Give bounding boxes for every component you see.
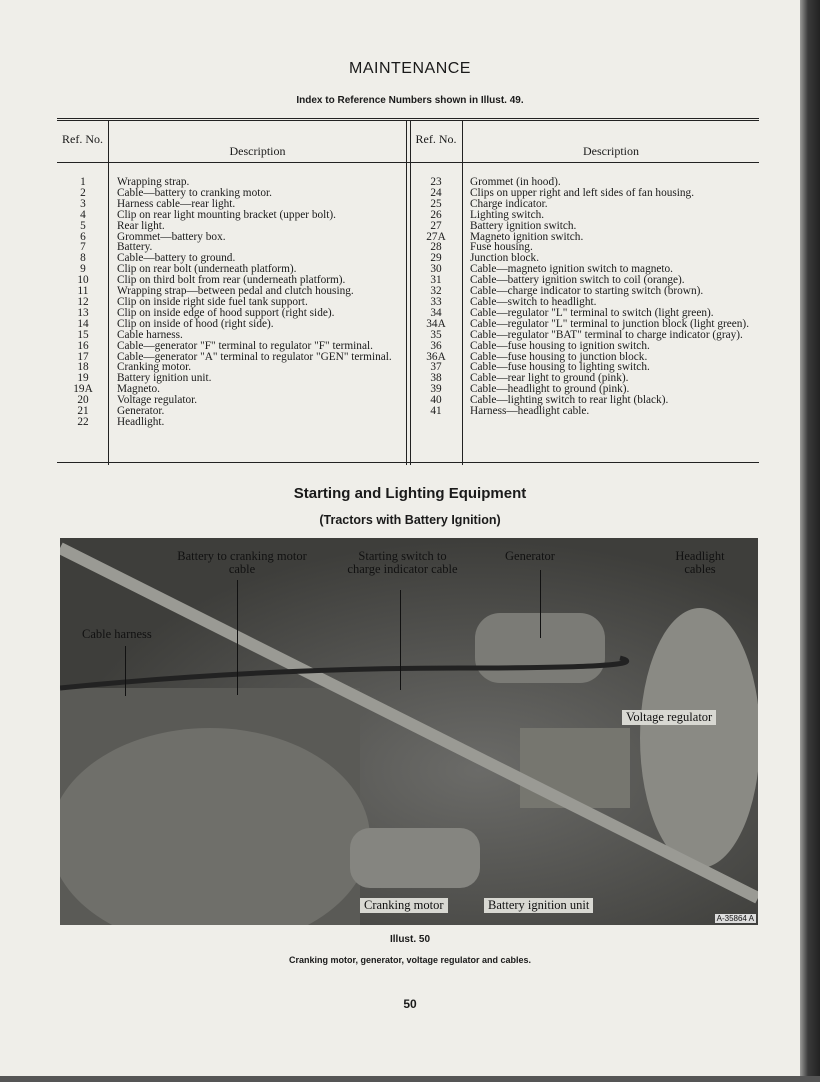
ref-header-right: Ref. No. [415, 132, 457, 146]
label-starting-switch-cable: Starting switch to charge indicator cable [347, 549, 458, 576]
ref-description: Rear light. [117, 219, 165, 232]
ref-description: Cable—battery to cranking motor. [117, 186, 272, 199]
ref-number: 6 [80, 230, 86, 243]
table-row [410, 221, 759, 232]
ref-number: 19A [73, 383, 93, 396]
ref-description: Generator. [117, 405, 165, 418]
ref-description: Headlight. [117, 415, 165, 428]
ref-number: 39 [430, 383, 442, 396]
ref-description: Voltage regulator. [117, 394, 198, 407]
ref-number: 3 [80, 197, 86, 210]
ref-number: 27A [426, 230, 446, 243]
ref-number: 38 [430, 372, 442, 385]
ref-description: Wrapping strap. [117, 176, 190, 188]
table-row [57, 395, 404, 406]
ref-number: 34A [426, 317, 446, 330]
ref-description: Clip on inside edge of hood support (right side). [117, 306, 335, 319]
tractor-photo [60, 538, 758, 925]
ref-description: Clip on rear light mounting bracket (upper bolt). [117, 208, 336, 221]
ref-number: 32 [430, 285, 442, 298]
ref-number: 11 [77, 285, 89, 298]
ref-description: Charge indicator. [470, 197, 548, 210]
ref-number: 23 [430, 176, 442, 188]
desc-header-right: Description [583, 144, 639, 158]
label-headlight-cables: Headlight cables [675, 549, 725, 576]
ref-number: 13 [77, 306, 89, 319]
ref-description: Cable harness. [117, 328, 183, 341]
ref-description: Cable—regulator "BAT" terminal to charge indicator (gray). [470, 328, 743, 341]
table-row [57, 210, 404, 221]
ref-number: 4 [80, 208, 86, 221]
table-row [410, 330, 759, 341]
ref-number: 2 [80, 186, 86, 199]
ref-number: 15 [77, 328, 89, 341]
ref-number: 12 [77, 295, 89, 308]
ref-description: Cable—regulator "L" terminal to junction block (light green). [470, 317, 750, 330]
page-subtitle: Index to Reference Numbers shown in Illust. 49. [296, 95, 524, 106]
section-subtitle: (Tractors with Battery Ignition) [319, 513, 501, 527]
ref-description: Clips on upper right and left sides of fan housing. [470, 186, 695, 199]
ref-description: Cable—regulator "L" terminal to switch (light green). [470, 306, 714, 319]
table-row [57, 232, 404, 243]
ref-number: 5 [80, 219, 86, 232]
ref-number: 25 [430, 197, 442, 210]
table-row [57, 319, 404, 330]
label-cable-harness: Cable harness [82, 627, 152, 641]
table-row [57, 384, 404, 395]
ref-number: 41 [430, 405, 442, 418]
label-battery-ignition-unit: Battery ignition unit [484, 898, 593, 913]
ref-description: Magneto ignition switch. [470, 230, 584, 243]
page-number: 50 [403, 997, 417, 1011]
label-voltage-regulator: Voltage regulator [622, 710, 716, 725]
table-row [410, 199, 759, 210]
caption-title: Illust. 50 [389, 934, 430, 945]
ref-number: 29 [430, 252, 442, 265]
ref-description: Grommet—battery box. [117, 230, 226, 243]
ref-description: Cable—battery ignition switch to coil (orange). [470, 274, 685, 287]
table-row [410, 406, 759, 417]
ref-number: 21 [77, 405, 89, 418]
ref-description: Cable—headlight to ground (pink). [470, 383, 630, 396]
ref-description: Battery ignition unit. [117, 372, 212, 385]
caption: Cranking motor, generator, voltage regulator and cables. [288, 955, 532, 965]
ref-description: Magneto. [117, 383, 160, 396]
ref-number: 30 [430, 263, 442, 276]
ref-number: 18 [77, 361, 89, 374]
ref-number: 26 [430, 208, 442, 221]
table-row [410, 341, 759, 352]
ref-description: Cable—magneto ignition switch to magneto. [470, 263, 673, 276]
table-row [410, 242, 759, 253]
ref-description: Harness cable—rear light. [117, 197, 236, 210]
table-row [57, 362, 404, 373]
ref-number: 36 [430, 339, 442, 352]
ref-description: Cable—lighting switch to rear light (black). [470, 394, 669, 407]
ref-number: 8 [80, 252, 86, 265]
ref-description: Wrapping strap—between pedal and clutch housing. [117, 285, 354, 298]
ref-description: Cable—battery to ground. [117, 252, 236, 265]
ref-description: Cable—switch to headlight. [470, 295, 597, 308]
table-row [57, 330, 404, 341]
illustration-code: A-35864 A [716, 914, 754, 923]
ref-number: 19 [77, 372, 89, 385]
table-row [410, 188, 759, 199]
ref-description: Cable—fuse housing to lighting switch. [470, 361, 650, 374]
ref-description: Clip on rear bolt (underneath platform). [117, 263, 297, 276]
ref-description: Cranking motor. [117, 361, 192, 374]
ref-description: Cable—generator "F" terminal to regulator "F" terminal. [117, 339, 373, 352]
tractor-illustration [60, 538, 758, 925]
table-row [57, 341, 404, 352]
ref-number: 7 [80, 241, 86, 254]
ref-number: 1 [80, 176, 86, 188]
ref-description: Grommet (in hood). [470, 176, 561, 188]
label-battery-cable: Battery to cranking motor cable [177, 549, 307, 576]
section-title: Starting and Lighting Equipment [293, 485, 527, 502]
ref-number: 9 [80, 263, 86, 276]
ref-description: Clip on inside of hood (right side). [117, 317, 274, 330]
ref-number: 36A [426, 350, 446, 363]
desc-header-left: Description [229, 144, 286, 158]
label-cranking-motor: Cranking motor [360, 898, 448, 913]
ref-description: Junction block. [470, 252, 540, 265]
ref-description: Cable—fuse housing to junction block. [470, 350, 648, 363]
ref-description: Fuse housing. [470, 241, 533, 254]
ref-description: Cable—generator "A" terminal to regulator "GEN" terminal. [117, 350, 392, 363]
ref-description: Cable—fuse housing to ignition switch. [470, 339, 650, 352]
table-row [57, 352, 404, 363]
table-row [57, 406, 404, 417]
left-column [57, 177, 404, 428]
table-row [57, 221, 404, 232]
label-generator: Generator [505, 549, 555, 563]
table-row [57, 373, 404, 384]
ref-number: 24 [430, 186, 442, 199]
ref-description: Harness—headlight cable. [470, 405, 590, 418]
ref-number: 31 [430, 274, 442, 287]
ref-number: 16 [77, 339, 89, 352]
ref-number: 33 [430, 295, 442, 308]
ref-header-left: Ref. No. [62, 132, 103, 146]
ref-number: 35 [430, 328, 442, 341]
page-title: MAINTENANCE [349, 60, 471, 77]
table-row [57, 417, 404, 428]
table-row [410, 210, 759, 221]
ref-description: Clip on third bolt from rear (underneath platform). [117, 274, 346, 287]
ref-description: Clip on inside right side fuel tank support. [117, 295, 308, 308]
ref-number: 28 [430, 241, 442, 254]
ref-description: Cable—rear light to ground (pink). [470, 372, 629, 385]
ref-number: 14 [77, 317, 89, 330]
reference-table [57, 118, 759, 465]
page-edge-shadow [800, 0, 820, 1082]
ref-number: 27 [430, 219, 442, 232]
ref-number: 37 [430, 361, 442, 374]
ref-number: 10 [77, 274, 89, 287]
ref-number: 22 [77, 415, 89, 428]
ref-number: 20 [77, 394, 89, 407]
ref-description: Cable—charge indicator to starting switch (brown). [470, 285, 704, 298]
page-bottom-edge [0, 1076, 820, 1082]
table-row [410, 232, 759, 243]
ref-description: Lighting switch. [470, 208, 545, 221]
ref-description: Battery. [117, 241, 153, 254]
ref-number: 17 [77, 350, 89, 363]
ref-description: Battery ignition switch. [470, 219, 577, 232]
right-column [410, 177, 759, 417]
ref-number: 40 [430, 394, 442, 407]
ref-number: 34 [430, 306, 442, 319]
